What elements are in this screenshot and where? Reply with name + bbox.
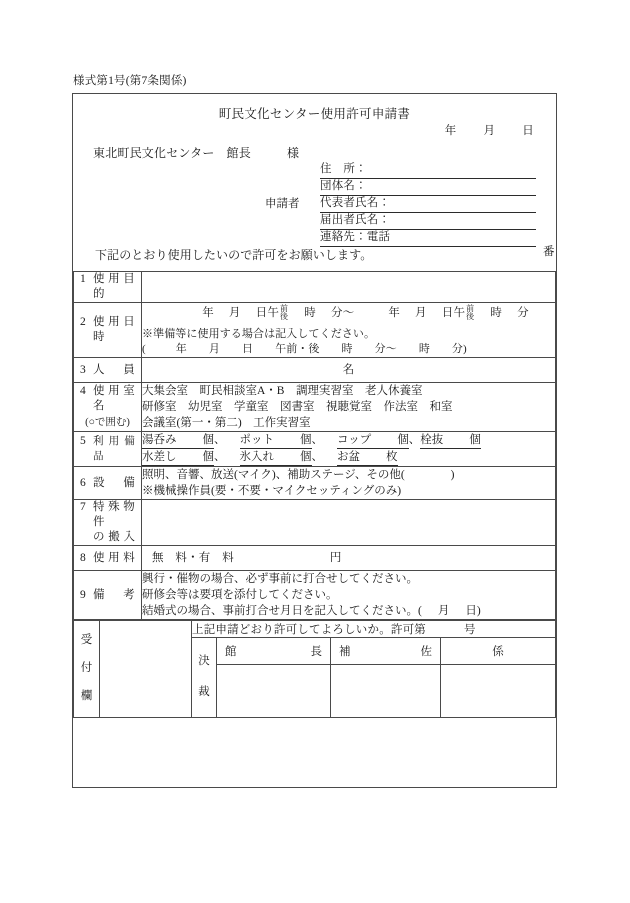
signature-header-deputy [331, 638, 441, 665]
datetime-note-2[interactable] [142, 342, 555, 357]
dt-pm: 後 [280, 312, 289, 321]
equipment-sep-1: 、 [214, 434, 226, 446]
row-number-5: 5 [80, 435, 86, 447]
facilities-options: 照明、音響、放送(マイク)、補助ステージ、その他( [142, 469, 405, 481]
prep-month: 月 [208, 343, 220, 355]
equipment-name-pot: ポット [239, 434, 274, 446]
row-value-purpose[interactable] [142, 272, 556, 303]
row-label-text-fee: 使用料 [93, 551, 135, 564]
table-row-fee [74, 546, 556, 571]
row-number-1: 1 [80, 273, 86, 285]
row-number-8: 8 [80, 551, 86, 564]
dt-ampm-toggle[interactable] [280, 305, 288, 322]
equipment-item-yunomi[interactable] [142, 432, 214, 449]
row-number-4: 4 [80, 385, 86, 397]
row-number-7: 7 [80, 501, 86, 513]
equipment-item-tray[interactable] [337, 449, 398, 466]
row-label-text-special-1: 特殊物件 [93, 501, 135, 528]
applicant-organization-label: 団体名： [320, 180, 367, 192]
applicant-representative-label: 代表者氏名： [320, 197, 391, 209]
remarks-line-2: 研修会等は要項を添付してください。 [142, 589, 338, 601]
facilities-line-1[interactable] [142, 467, 555, 483]
page-title: 町民文化センター使用許可申請書 [218, 107, 411, 121]
reception-label-char-3: 欄 [80, 690, 93, 703]
form-number: 様式第1号(第7条関係) [73, 75, 187, 87]
lead-paragraph: 下記のとおり使用したいので許可をお願いします。 [95, 248, 373, 262]
prep-open-paren: ( [142, 343, 146, 355]
prep-hour-2: 時 [418, 343, 430, 355]
remarks-day-label: 日) [465, 605, 481, 617]
signature-box-director[interactable] [217, 665, 331, 718]
applicant-filer-label: 届出者氏名： [320, 214, 391, 226]
row-value-remarks[interactable] [142, 571, 556, 620]
row-number-3: 3 [80, 363, 86, 376]
decision-label-char-1: 決 [198, 655, 210, 668]
prep-year: 年 [175, 343, 187, 355]
dt-am: 前 [280, 303, 289, 313]
row-value-special-items[interactable] [142, 500, 556, 546]
permit-question-line[interactable] [192, 621, 556, 638]
row-label-sub-rooms: (○で囲む) [85, 417, 130, 428]
reception-column-label [74, 621, 100, 718]
dt-gozen-2: 午 [453, 307, 466, 320]
row-label-fee [74, 546, 142, 571]
row-value-equipment[interactable] [142, 432, 556, 467]
reception-stamp-area[interactable] [100, 621, 192, 718]
dt-minute-2: 分 [517, 307, 529, 320]
row-number-9: 9 [80, 588, 86, 601]
applicant-filer-field[interactable] [320, 213, 536, 230]
dt-hour-2: 時 [490, 307, 503, 320]
application-date-line [445, 122, 534, 138]
applicant-phone-label: 連絡先：電話 [320, 231, 391, 243]
applicant-address-label: 住 所： [320, 163, 367, 175]
equipment-unit-pot: 個 [300, 434, 312, 446]
form-header [73, 94, 556, 271]
dt-month: 月 [228, 307, 241, 320]
applicant-block [265, 162, 536, 247]
equipment-sep-3: 、 [408, 434, 421, 446]
equipment-item-pitcher[interactable] [142, 449, 214, 466]
facilities-close-paren: ) [450, 469, 455, 481]
table-row-remarks [74, 571, 556, 620]
addressee-organization: 東北町民文化センター [93, 146, 215, 160]
prep-minute-2: 分) [451, 343, 467, 355]
dt-day: 日 [255, 307, 268, 320]
table-row-facilities [74, 467, 556, 500]
dt-am-2: 前 [466, 303, 475, 313]
row-label-purpose [74, 272, 142, 303]
row-label-datetime [74, 303, 142, 358]
equipment-unit-tray: 枚 [386, 451, 398, 463]
applicant-address-field[interactable] [320, 162, 536, 179]
equipment-unit-opener: 個 [469, 434, 481, 446]
equipment-sep-4: 、 [214, 451, 226, 463]
fee-currency-unit: 円 [329, 552, 342, 564]
dt-minute: 分～ [330, 307, 355, 320]
row-label-text-equipment: 利用備品 [93, 436, 135, 462]
room-list-line-1[interactable]: 大集会室 町民相談室A・B 調理実習室 老人休養室 [142, 385, 423, 397]
signature-header-director-text: 館 長 [225, 646, 322, 658]
equipment-name-ice-box: 氷入れ [239, 451, 274, 463]
permit-question-text: 上記申請どおり許可してよろしいか。許可第 [192, 624, 426, 636]
equipment-name-tray: お盆 [337, 451, 360, 463]
row-label-equipment [74, 432, 142, 467]
equipment-item-pot[interactable] [240, 432, 312, 449]
dt-pm-2: 後 [466, 312, 475, 321]
signature-box-deputy[interactable] [331, 665, 441, 718]
dt-gozen: 午 [267, 307, 280, 320]
signature-header-clerk-text: 係 [492, 646, 504, 658]
dt-ampm-toggle-2[interactable] [466, 305, 474, 322]
equipment-unit-pitcher: 個 [202, 451, 214, 463]
applicant-phone-field[interactable] [320, 230, 536, 247]
datetime-range-line [142, 303, 555, 323]
prep-hour: 時 [341, 343, 353, 355]
people-unit: 名 [342, 364, 355, 376]
room-list-line-2[interactable]: 研修室 幼児室 学童室 図書室 視聴覚室 作法室 和室 [142, 401, 453, 413]
applicant-phone-unit: 番 [543, 246, 555, 258]
remarks-line-1: 興行・催物の場合、必ず事前に打合せしてください。 [142, 573, 418, 585]
dt-day-2: 日 [441, 307, 454, 320]
prep-ampm[interactable]: 午前・後 [275, 343, 320, 355]
row-label-text-datetime: 使用日時 [93, 316, 135, 343]
equipment-item-ice-box[interactable] [240, 449, 312, 466]
reception-label-char-2: 付 [80, 662, 93, 675]
row-value-datetime[interactable] [142, 303, 556, 358]
equipment-item-opener[interactable] [420, 432, 481, 449]
signature-header-deputy-text: 補 佐 [339, 646, 432, 658]
table-row-datetime [74, 303, 556, 358]
applicant-organization-field[interactable] [320, 179, 536, 196]
permit-number-unit: 号 [464, 624, 476, 636]
facilities-line-2[interactable]: ※機械操作員(要・不要・マイクセッティングのみ) [142, 485, 402, 497]
datetime-note-1: ※準備等に使用する場合は記入してください。 [142, 328, 376, 340]
row-label-text-rooms: 使用室名 [93, 385, 135, 412]
date-day-label: 日 [522, 125, 534, 137]
room-list-line-3[interactable]: 会議室(第一・第二) 工作実習室 [142, 417, 311, 429]
equipment-unit-cup: 個 [397, 434, 409, 446]
date-month-label: 月 [483, 125, 496, 137]
row-label-facilities [74, 467, 142, 500]
table-row-rooms [74, 383, 556, 432]
equipment-name-yunomi: 湯呑み [142, 434, 177, 446]
decision-label-char-2: 裁 [198, 686, 210, 699]
equipment-name-cup: コップ [337, 434, 372, 446]
equipment-name-pitcher: 水差し [142, 451, 177, 463]
prep-day: 日 [241, 343, 254, 355]
row-number-2: 2 [80, 316, 86, 328]
equipment-sep-2: 、 [311, 434, 323, 446]
equipment-line-1 [142, 432, 555, 449]
remarks-wedding-text: 結婚式の場合、事前打合せ月日を記入してください。( [142, 605, 422, 617]
equipment-item-cup[interactable] [337, 432, 409, 449]
reception-label-char-1: 受 [80, 634, 93, 647]
row-number-6: 6 [80, 476, 86, 489]
application-form-frame [72, 93, 557, 788]
remarks-month-label: 月 [437, 605, 450, 617]
reception-row-permit [74, 621, 556, 638]
row-label-people [74, 358, 142, 383]
dt-month-2: 月 [415, 307, 427, 320]
decision-column-label [192, 638, 217, 718]
prep-minute: 分～ [374, 343, 397, 355]
dt-year-2: 年 [388, 307, 401, 320]
row-label-remarks [74, 571, 142, 620]
row-label-special-items [74, 500, 142, 546]
remarks-line-3[interactable] [142, 603, 555, 619]
equipment-unit-ice-box: 個 [300, 451, 312, 463]
addressee-line [93, 144, 299, 161]
row-label-text-remarks: 備考 [93, 588, 135, 601]
applicant-label: 申請者 [265, 198, 300, 210]
table-row-people [74, 358, 556, 383]
dt-hour: 時 [304, 307, 316, 320]
signature-header-director [217, 638, 331, 665]
equipment-name-opener: 栓抜 [420, 434, 444, 446]
row-value-people[interactable] [142, 358, 556, 383]
signature-header-clerk [441, 638, 556, 665]
equipment-sep-5: 、 [311, 451, 323, 463]
dt-year: 年 [202, 307, 214, 320]
addressee-position: 館長 [226, 146, 251, 160]
row-value-rooms[interactable] [142, 383, 556, 432]
application-items-table [73, 271, 556, 620]
row-label-text-people: 人員 [93, 363, 135, 376]
signature-box-clerk[interactable] [441, 665, 556, 718]
reception-approval-table [73, 620, 556, 718]
addressee-honorific: 様 [286, 146, 300, 160]
row-value-fee[interactable] [142, 546, 556, 571]
row-label-text-facilities: 設備 [93, 476, 135, 489]
row-value-facilities[interactable] [142, 467, 556, 500]
applicant-representative-field[interactable] [320, 196, 536, 213]
equipment-line-2 [142, 449, 555, 466]
row-label-rooms [74, 383, 142, 432]
date-year-label: 年 [444, 125, 457, 137]
row-label-text-purpose: 使用目的 [93, 273, 135, 300]
fee-free-or-paid[interactable]: 無 料・有 料 [152, 552, 234, 564]
table-row-purpose [74, 272, 556, 303]
equipment-unit-yunomi: 個 [202, 434, 214, 446]
row-label-text-special-2: の搬入 [93, 531, 135, 543]
table-row-special-items [74, 500, 556, 546]
table-row-equipment [74, 432, 556, 467]
